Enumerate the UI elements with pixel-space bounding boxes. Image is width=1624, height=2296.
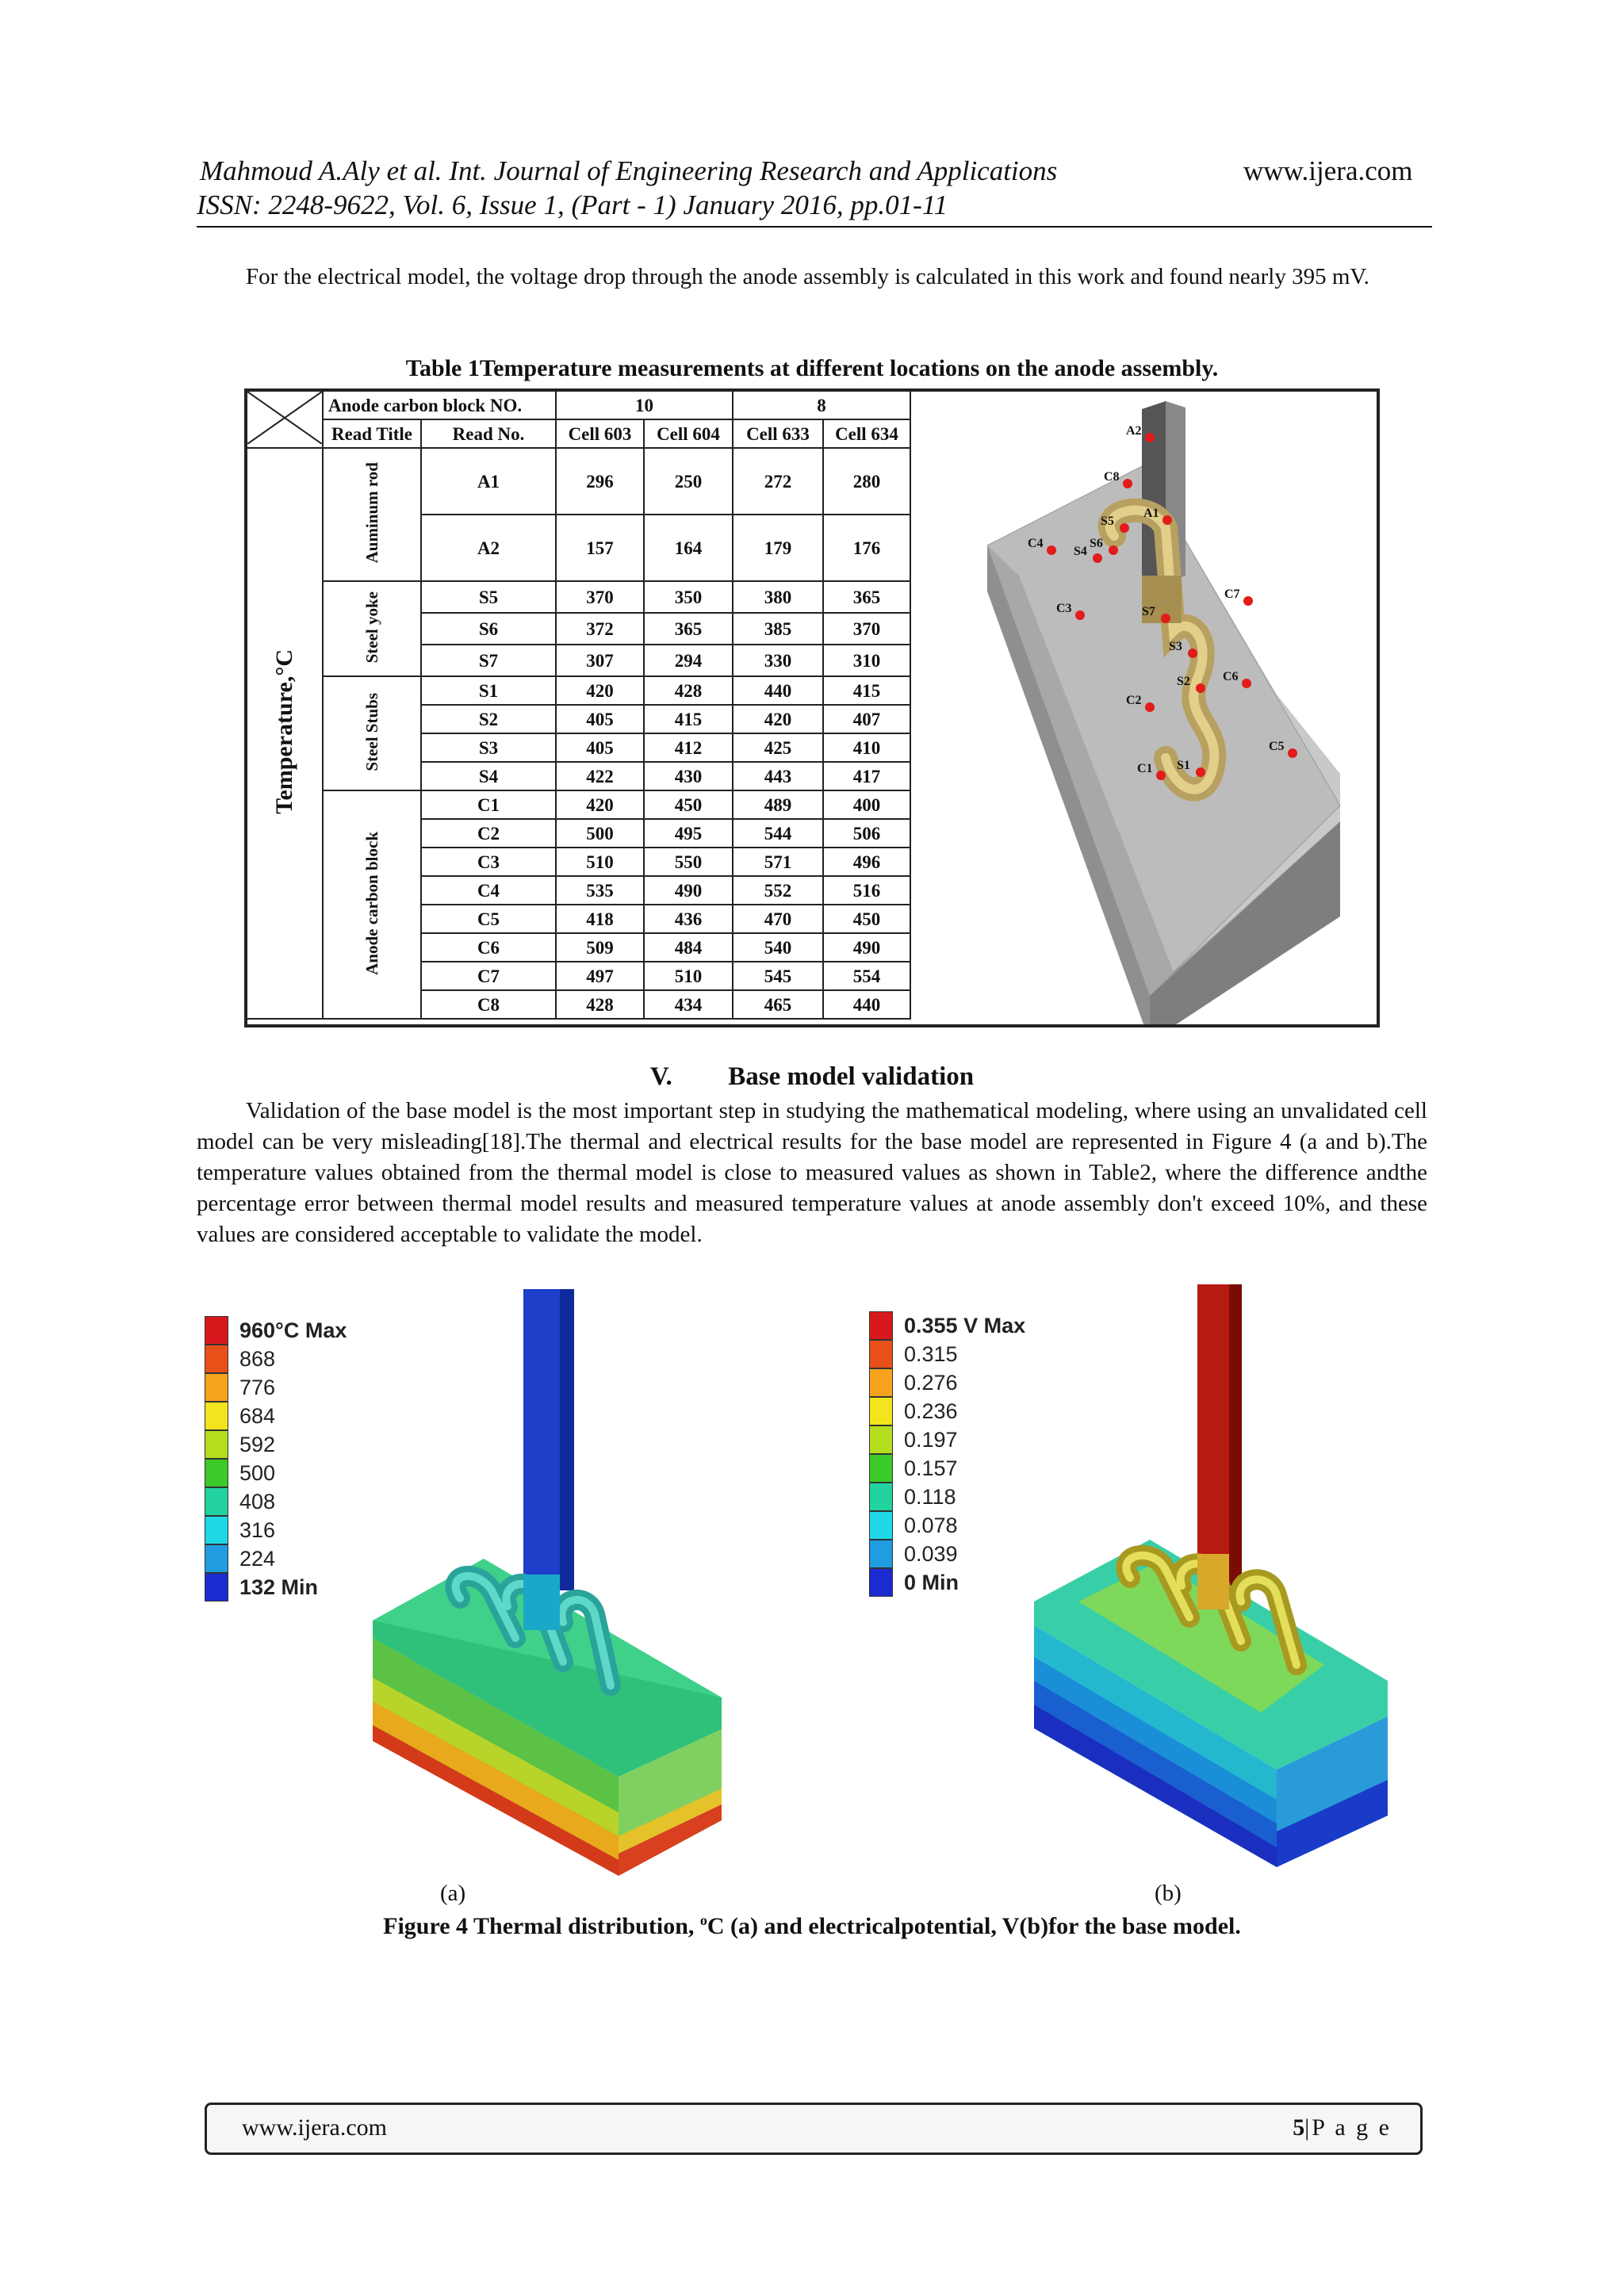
measurement-point (1123, 479, 1132, 488)
header-issn: ISSN: 2248-9622, Vol. 6, Issue 1, (Part - 1) January 2016, pp.01-11 (197, 189, 948, 220)
legend-swatch (205, 1459, 228, 1487)
read-no-cell: S5 (421, 581, 556, 613)
legend-value: 776 (239, 1375, 276, 1399)
temperature-value-cell: 179 (733, 515, 823, 581)
temperature-value-cell: 430 (644, 762, 733, 790)
measurement-point-label: S4 (1074, 545, 1087, 558)
temperature-value-cell: 400 (823, 790, 910, 819)
temperature-value-cell: 544 (733, 819, 823, 848)
measurement-point (1196, 767, 1205, 777)
section-title: Base model validation (728, 1062, 975, 1091)
group-label: Anode carbon block (362, 831, 381, 975)
temperature-value-cell: 415 (644, 705, 733, 733)
temperature-value-cell: 415 (823, 676, 910, 705)
group-label: Steel yoke (362, 591, 381, 664)
temperature-value-cell: 405 (556, 733, 644, 762)
measurement-point (1120, 523, 1129, 533)
legend-swatch (205, 1345, 228, 1373)
temperature-value-cell: 552 (733, 876, 823, 905)
legend-entry (869, 1511, 1025, 1540)
group-label: Steel Stubs (362, 692, 381, 771)
figure-a-model (357, 1289, 737, 1876)
legend-entry (869, 1340, 1025, 1368)
table-corner-cell (247, 391, 323, 448)
table-row (247, 448, 910, 515)
intro-paragraph: For the electrical model, the voltage drop through the anode assembly is calculated in this work and found nearly 395 mV. (246, 264, 1369, 289)
temperature-value-cell: 294 (644, 645, 733, 676)
read-no-cell: S6 (421, 613, 556, 645)
temperature-value-cell: 250 (644, 448, 733, 515)
figure-a-label: (a) (440, 1881, 466, 1906)
legend-value: 684 (239, 1403, 276, 1428)
anode-3d-drawing (912, 393, 1377, 1024)
legend-entry (869, 1454, 1025, 1483)
measurement-point-label: C6 (1223, 670, 1239, 683)
temperature-value-cell: 440 (733, 676, 823, 705)
temperature-value-cell: 157 (556, 515, 644, 581)
temperature-value-cell: 420 (556, 790, 644, 819)
temperature-value-cell: 440 (823, 990, 910, 1019)
temperature-value-cell: 465 (733, 990, 823, 1019)
legend-value: 132 Min (239, 1575, 319, 1599)
temperature-value-cell: 420 (733, 705, 823, 733)
table-row (247, 790, 910, 819)
measurement-point-label: S3 (1169, 640, 1182, 653)
temperature-value-cell: 428 (644, 676, 733, 705)
thermal-model-drawing (357, 1289, 737, 1876)
measurement-point-label: C5 (1269, 740, 1285, 753)
temperature-value-cell: 545 (733, 962, 823, 990)
temperature-value-cell: 535 (556, 876, 644, 905)
temperature-value-cell: 422 (556, 762, 644, 790)
legend-entry (205, 1430, 347, 1459)
temperature-value-cell: 365 (823, 581, 910, 613)
read-no-cell: C8 (421, 990, 556, 1019)
temperature-value-cell: 330 (733, 645, 823, 676)
diagonal-cross-icon (247, 392, 322, 444)
legend-value: 960°C Max (239, 1318, 347, 1342)
legend-swatch (205, 1573, 228, 1601)
legend-swatch (869, 1311, 893, 1340)
legend-swatch (205, 1430, 228, 1459)
page-footer (205, 2103, 1423, 2155)
temperature-value-cell: 425 (733, 733, 823, 762)
temperature-value-cell: 417 (823, 762, 910, 790)
measurement-point-label: C1 (1137, 762, 1153, 775)
legend-entry (869, 1540, 1025, 1568)
legend-entry (205, 1516, 347, 1544)
side-label: Temperature,°C (271, 649, 297, 814)
legend-entry (869, 1483, 1025, 1511)
measurement-point-label: S6 (1090, 537, 1103, 550)
legend-value: 0.276 (904, 1370, 958, 1395)
read-no-cell: C1 (421, 790, 556, 819)
temperature-value-cell: 307 (556, 645, 644, 676)
section-heading (0, 1062, 1624, 1092)
measurement-point (1188, 649, 1197, 658)
temperature-value-cell: 428 (556, 990, 644, 1019)
legend-swatch (869, 1483, 893, 1511)
temperature-value-cell: 365 (644, 613, 733, 645)
legend-swatch (869, 1340, 893, 1368)
legend-swatch (869, 1368, 893, 1397)
group-label-cell (323, 790, 421, 1019)
measurement-point (1093, 553, 1102, 563)
measurement-point-label: A1 (1143, 507, 1159, 520)
legend-value: 868 (239, 1346, 276, 1371)
figure-b-legend (869, 1311, 1025, 1597)
legend-entry (205, 1402, 347, 1430)
legend-value: 316 (239, 1517, 276, 1542)
legend-value: 224 (239, 1546, 276, 1571)
temperature-value-cell: 434 (644, 990, 733, 1019)
measurement-point-label: C8 (1104, 470, 1120, 484)
electrical-model-drawing (1023, 1284, 1404, 1871)
legend-entry (869, 1568, 1025, 1597)
measurement-point-label: S1 (1177, 759, 1190, 772)
legend-swatch (869, 1568, 893, 1597)
section-paragraph: Validation of the base model is the most important step in studying the mathematical modeling, where using an unvalidated cell model can be very misleading[18].The thermal and electrical results for the base model are represented in Figure 4 (a and b).The temperature values obtained from the thermal model is close to measured values as shown in Table2, where the difference andthe percentage error between thermal model results and measured temperature values at anode assembly don't exceed 10%, and these values are considered acceptable to validate the model. (197, 1098, 1427, 1247)
temperature-table-body (247, 391, 910, 1019)
temperature-value-cell: 506 (823, 819, 910, 848)
legend-swatch (205, 1316, 228, 1345)
legend-value: 0.197 (904, 1427, 958, 1452)
figure-b-label: (b) (1155, 1881, 1182, 1906)
temperature-value-cell: 310 (823, 645, 910, 676)
table-row (247, 581, 910, 613)
legend-entry (205, 1573, 347, 1601)
legend-swatch (205, 1487, 228, 1516)
measurement-point-label: C2 (1126, 694, 1142, 707)
legend-swatch (205, 1544, 228, 1573)
measurement-point (1161, 614, 1170, 623)
temperature-value-cell: 296 (556, 448, 644, 515)
read-no-cell: C5 (421, 905, 556, 933)
temperature-value-cell: 510 (644, 962, 733, 990)
temperature-value-cell: 490 (823, 933, 910, 962)
measurement-point (1196, 683, 1205, 693)
read-no-cell: S4 (421, 762, 556, 790)
temperature-value-cell: 164 (644, 515, 733, 581)
temperature-value-cell: 418 (556, 905, 644, 933)
temperature-value-cell: 450 (644, 790, 733, 819)
footer-page (1293, 2114, 1392, 2141)
temperature-value-cell: 176 (823, 515, 910, 581)
header-authors-journal: Mahmoud A.Aly et al. Int. Journal of Engineering Research and Applications (200, 155, 1058, 186)
head-block-8: 8 (733, 391, 910, 419)
legend-entry (869, 1425, 1025, 1454)
temperature-value-cell: 370 (556, 581, 644, 613)
table1-wrapper (246, 390, 911, 1020)
temperature-value-cell: 550 (644, 848, 733, 876)
head-cell-634: Cell 634 (823, 419, 910, 448)
footer-page-word: |P a g e (1304, 2114, 1392, 2141)
temperature-value-cell: 509 (556, 933, 644, 962)
measurement-point-label: C7 (1224, 587, 1240, 601)
figure4-caption-prefix: Figure 4 Thermal distribution, (383, 1913, 700, 1939)
temperature-value-cell: 436 (644, 905, 733, 933)
measurement-point (1156, 771, 1166, 780)
temperature-value-cell: 489 (733, 790, 823, 819)
read-no-cell: S3 (421, 733, 556, 762)
head-cell-604: Cell 604 (644, 419, 733, 448)
read-no-cell: C3 (421, 848, 556, 876)
temperature-value-cell: 510 (556, 848, 644, 876)
legend-entry (205, 1544, 347, 1573)
temperature-value-cell: 420 (556, 676, 644, 705)
section-number: V. (649, 1062, 672, 1091)
legend-entry (205, 1345, 347, 1373)
measurement-point-label: C3 (1056, 602, 1072, 615)
head-block-label: Anode carbon block NO. (323, 391, 556, 419)
legend-value: 592 (239, 1432, 276, 1456)
head-read-no: Read No. (421, 419, 556, 448)
measurement-point (1075, 610, 1085, 620)
figure4-caption-sup: o (699, 1912, 707, 1928)
legend-value: 408 (239, 1489, 276, 1513)
legend-entry (205, 1316, 347, 1345)
temperature-value-cell: 412 (644, 733, 733, 762)
group-label: Auminum rod (362, 462, 381, 564)
figure-a-legend (205, 1316, 347, 1601)
temperature-value-cell: 490 (644, 876, 733, 905)
temperature-value-cell: 410 (823, 733, 910, 762)
legend-value: 500 (239, 1460, 276, 1485)
read-no-cell: S2 (421, 705, 556, 733)
footer-website[interactable]: www.ijera.com (242, 2114, 387, 2141)
legend-entry (869, 1397, 1025, 1425)
temperature-value-cell: 540 (733, 933, 823, 962)
measurement-point-label: C4 (1028, 537, 1044, 550)
temperature-value-cell: 516 (823, 876, 910, 905)
table-row (247, 676, 910, 705)
temperature-value-cell: 272 (733, 448, 823, 515)
temperature-value-cell: 496 (823, 848, 910, 876)
measurement-point (1109, 545, 1118, 555)
head-cell-603: Cell 603 (556, 419, 644, 448)
header-website[interactable]: www.ijera.com (1243, 155, 1413, 186)
temperature-value-cell: 350 (644, 581, 733, 613)
figure-b-model (1023, 1284, 1404, 1871)
measurement-point-label: A2 (1126, 424, 1142, 438)
measurement-point-label: S5 (1101, 515, 1114, 528)
read-no-cell: C4 (421, 876, 556, 905)
legend-entry (205, 1487, 347, 1516)
legend-value: 0.355 V Max (904, 1313, 1026, 1337)
temperature-value-cell: 450 (823, 905, 910, 933)
read-no-cell: A2 (421, 515, 556, 581)
legend-swatch (205, 1516, 228, 1544)
temperature-value-cell: 495 (644, 819, 733, 848)
legend-swatch (869, 1454, 893, 1483)
legend-value: 0 Min (904, 1570, 959, 1594)
temperature-value-cell: 372 (556, 613, 644, 645)
legend-swatch (869, 1397, 893, 1425)
legend-entry (869, 1311, 1025, 1340)
temperature-value-cell: 554 (823, 962, 910, 990)
legend-swatch (869, 1540, 893, 1568)
legend-value: 0.157 (904, 1456, 958, 1480)
legend-value: 0.039 (904, 1541, 958, 1566)
read-no-cell: C7 (421, 962, 556, 990)
read-no-cell: S7 (421, 645, 556, 676)
legend-value: 0.118 (904, 1484, 956, 1509)
temperature-value-cell: 497 (556, 962, 644, 990)
temperature-table (246, 390, 911, 1020)
read-no-cell: S1 (421, 676, 556, 705)
head-cell-633: Cell 633 (733, 419, 823, 448)
temperature-value-cell: 380 (733, 581, 823, 613)
temperature-value-cell: 571 (733, 848, 823, 876)
group-label-cell (323, 448, 421, 581)
temperature-value-cell: 385 (733, 613, 823, 645)
measurement-point (1162, 515, 1172, 525)
temperature-value-cell: 280 (823, 448, 910, 515)
group-label-cell (323, 581, 421, 676)
measurement-point-label: S7 (1142, 605, 1155, 618)
side-label-cell (247, 448, 323, 1019)
figure4-caption-suffix: C (a) and electricalpotential, V(b)for the base model. (707, 1913, 1241, 1939)
measurement-point (1047, 545, 1056, 555)
legend-swatch (869, 1425, 893, 1454)
head-read-title: Read Title (323, 419, 421, 448)
measurement-point (1243, 596, 1253, 606)
temperature-value-cell: 370 (823, 613, 910, 645)
legend-value: 0.315 (904, 1341, 958, 1366)
table1-caption: Table 1Temperature measurements at different locations on the anode assembly. (405, 355, 1219, 381)
read-no-cell: C6 (421, 933, 556, 962)
temperature-value-cell: 443 (733, 762, 823, 790)
anode-assembly-diagram (912, 393, 1377, 1024)
footer-page-number: 5 (1293, 2114, 1305, 2141)
temperature-value-cell: 407 (823, 705, 910, 733)
legend-swatch (869, 1511, 893, 1540)
read-no-cell: C2 (421, 819, 556, 848)
temperature-value-cell: 484 (644, 933, 733, 962)
legend-entry (205, 1373, 347, 1402)
head-block-10: 10 (556, 391, 733, 419)
measurement-point (1242, 679, 1251, 688)
measurement-point (1288, 748, 1297, 758)
measurement-point (1145, 702, 1155, 712)
measurement-point-label: S2 (1177, 675, 1190, 688)
figure4-caption (0, 1912, 1624, 1940)
temperature-value-cell: 500 (556, 819, 644, 848)
legend-entry (869, 1368, 1025, 1397)
legend-swatch (205, 1402, 228, 1430)
read-no-cell: A1 (421, 448, 556, 515)
legend-value: 0.236 (904, 1399, 958, 1423)
legend-swatch (205, 1373, 228, 1402)
header-rule (197, 226, 1432, 228)
temperature-value-cell: 470 (733, 905, 823, 933)
measurement-point (1145, 433, 1155, 442)
legend-value: 0.078 (904, 1513, 958, 1537)
temperature-value-cell: 405 (556, 705, 644, 733)
legend-entry (205, 1459, 347, 1487)
group-label-cell (323, 676, 421, 790)
